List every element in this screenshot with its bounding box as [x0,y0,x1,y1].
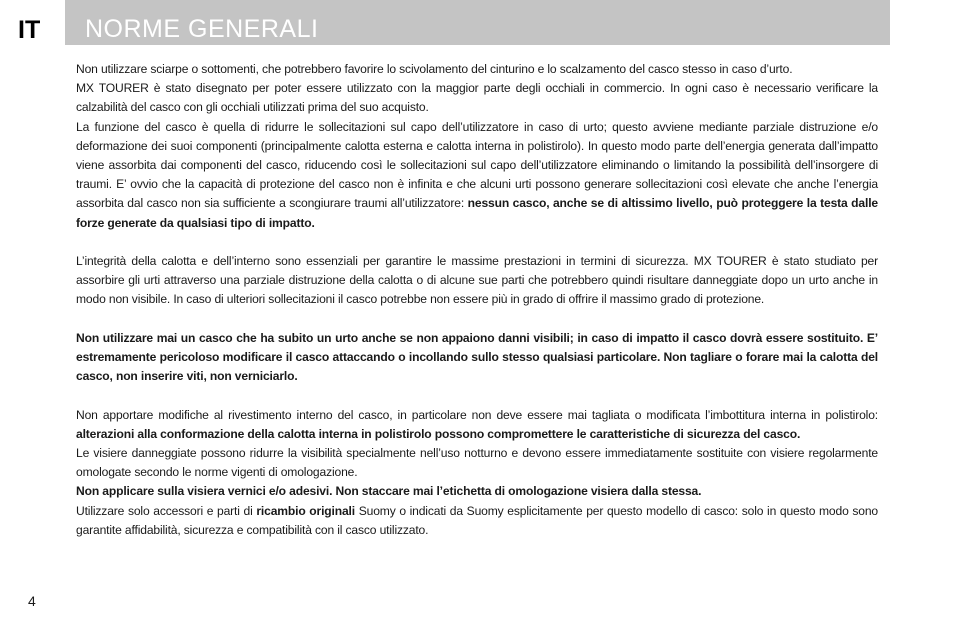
paragraph-impact-warning [76,329,878,387]
accessories-text-end: Suomy o indicati da Suomy esplicitamente per questo modello di casco: solo in questo modo sono garantite affidabilità, sicurezza e compatibilità con il casco utilizzato. [76,503,879,537]
section-title: NORME GENERALI [85,15,319,43]
paragraph-accessories [76,502,878,540]
paragraph-scarves: Non utilizzare sciarpe o sottomenti, che potrebbero favorire lo scivolamento del cinturino e lo scalzamento del casco stesso in caso d’urto. [76,62,793,76]
visor-warning-text: Non applicare sulla visiera vernici e/o adesivi. Non staccare mai l’etichetta di omologazione visiera dalla stessa. [76,484,702,499]
accessories-text-start: Utilizzare solo accessori e parti di [76,503,257,518]
impact-warning-text: Non utilizzare mai un casco che ha subito un urto anche se non appaiono danni visibili; in caso di impatto il casco dovrà essere sostituito. E’ estremamente pericoloso modificare il casco attaccando o incollando sullo stesso qualsiasi particolare. Non tagliare o forare mai la calotta del casco, non inserire viti, non verniciarlo. [76,330,878,384]
paragraph-inner-lining-warning: alterazioni alla conformazione della calotta interna in polistirolo possono compromettere le caratteristiche di sicurezza del casco. [76,426,801,441]
paragraph-inner-lining [76,406,878,444]
document-body [76,60,878,540]
paragraph-visor-warning [76,482,878,501]
language-code: IT [18,16,41,44]
paragraph-shell-integrity: L’integrità della calotta e dell’interno sono essenziali per garantire le massime prestazioni in termini di sicurezza. MX TOURER è stato studiato per assorbire gli urti attraverso una parziale distruzione della calotta o di alcune sue parti che potrebbero quindi risultare danneggiate dopo un urto anche in modo non visibile. In caso di ulteriori sollecitazioni il casco potrebbe non essere più in grado di offrire il massimo grado di protezione. [76,254,878,307]
page-number: 4 [28,593,36,609]
paragraph-visors: Le visiere danneggiate possono ridurre la visibilità specialmente nell’uso notturno e devono essere immediatamente sostituite con visiere regolarmente omologate secondo le norme vigenti di omologazione. [76,446,878,480]
paragraph-helmet-function-text: La funzione del casco è quella di ridurre le sollecitazioni sul capo dell’utilizzatore in caso di urto; questo avviene mediante parziale distruzione e/o deformazione dei suoi componenti (principalmente calotta esterna e calotta interna in polistirolo). In questo modo parte dell’energia generata dall’impatto viene assorbita dai componenti del casco, riducendo così le sollecitazioni sul capo dell’utilizzatore eliminando o limitando la possibilità dell’insorgere di traumi. E’ ovvio che la capacità di protezione del casco non è infinita e che alcuni urti possono generare sollecitazioni così elevate che anche l’energia assorbita dal casco non sia sufficiente a scongiurare traumi all’utilizzatore: [76,119,878,211]
paragraph-inner-lining-text: Non apportare modifiche al rivestimento interno del casco, in particolare non deve essere mai tagliata o modificata l’imbottitura interna in polistirolo: [76,407,878,422]
title-bar [65,0,890,45]
paragraph-helmet-function-warning: nessun casco, anche se di altissimo livello, può proteggere la testa dalle forze generate da qualsiasi tipo di impatto. [76,196,878,230]
paragraph-helmet-function [76,118,878,233]
accessories-original-parts: ricambio originali [256,503,355,518]
paragraph-glasses: MX TOURER è stato disegnato per poter essere utilizzato con la maggior parte degli occhiali in commercio. In ogni caso è necessario verificare la calzabilità del casco con gli occhiali utilizzati prima del suo acquisto. [76,81,878,115]
